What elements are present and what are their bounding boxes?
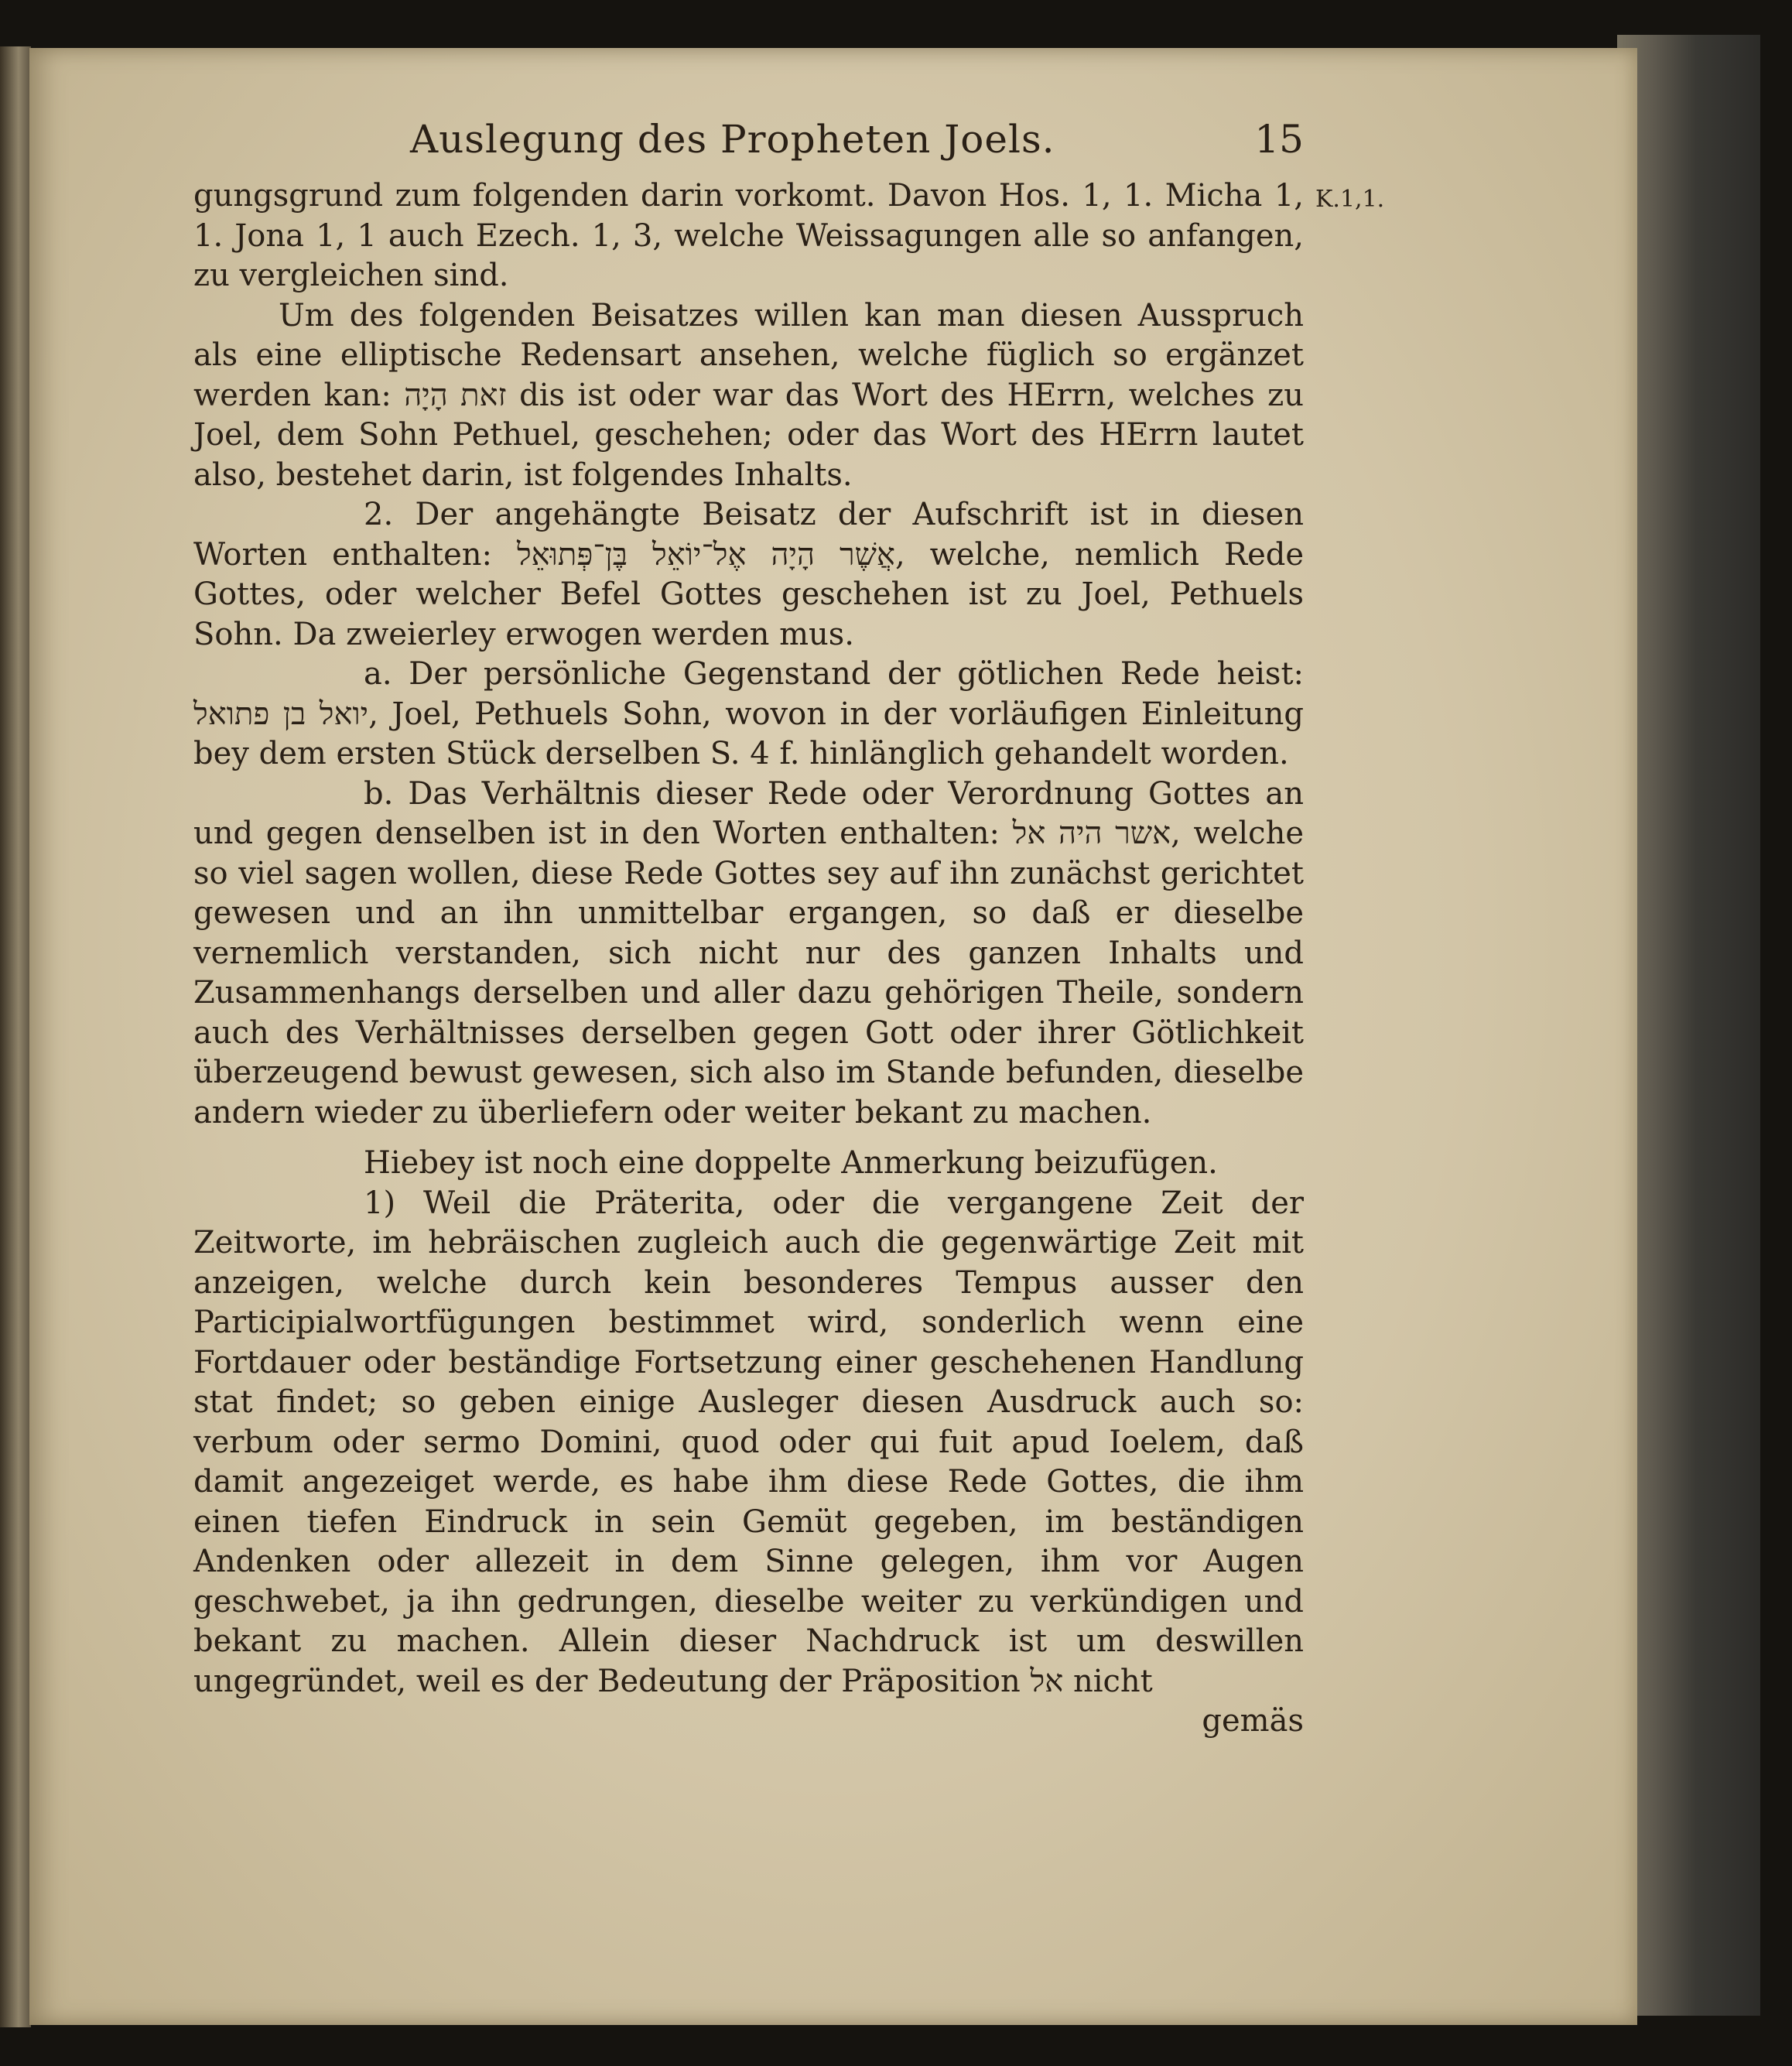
book-binding (1617, 35, 1760, 2016)
page-number: 15 (1254, 117, 1304, 162)
running-title: Auslegung des Propheten Joels. (410, 117, 1055, 162)
paragraph-6: Hiebey ist noch eine doppelte Anmerkung beizufügen. (364, 1145, 1218, 1181)
paragraph-2: Um des folgenden Beisatzes willen kan man diesen Ausspruch als eine elliptische Redensart ansehen, welche füglich so ergänzet werden kan: זאת הָיָה dis ist oder war das Wort des HErrn, welches zu Joel, dem Sohn Pethuel, geschehen; oder das Wort des HErrn lautet also, bestehet darin, ist folgendes Inhalts. (193, 297, 1304, 493)
page-header (193, 116, 1304, 162)
left-page-edge (0, 46, 31, 2027)
paragraph-1: gungsgrund zum folgenden darin vorkomt. Davon Hos. 1, 1. Micha 1, 1. Jona 1, 1 auch Ezech. 1, 3, welche Weissagungen alle so anfangen, zu vergleichen sind. (193, 178, 1304, 293)
paragraph-5: b. Das Verhältnis dieser Rede oder Verordnung Gottes an und gegen denselben ist in den Worten enthalten: אשר היה אל, welche so viel sagen wollen, diese Rede Gottes sey auf ihn zunächst gerichtet gewesen und an ihn unmittelbar ergangen, so daß er dieselbe vernemlich verstanden, sich nicht nur des ganzen Inhalts und Zusammenhangs derselben und aller dazu gehörigen Theile, sondern auch des Verhältnisses derselben gegen Gott oder ihrer Götlichkeit überzeugend bewust gewesen, sich also im Stande befunden, dieselbe andern wieder zu überliefern oder weiter bekant zu machen. (193, 775, 1305, 1130)
page-text-block (193, 116, 1304, 1742)
paragraph-4: a. Der persönliche Gegenstand der götlichen Rede heist: יואל בן פתואל, Joel, Pethuels Sohn, wovon in der vorläufigen Einleitung bey dem ersten Stück derselben S. 4 f. hinlänglich gehandelt worden. (193, 656, 1305, 771)
margin-note: K.1,1. (1315, 186, 1385, 213)
catchword: gemäs (1202, 1703, 1304, 1739)
paragraph-3: 2. Der angehängte Beisatz der Aufschrift ist in diesen Worten enthalten: אֲשֶׁר הָיָה אֶל־יוֹאֵל בֶּן־פְּתוּאֵל, welche, nemlich Rede Gottes, oder welcher Befel Gottes geschehen ist zu Joel, Pethuels Sohn. Da zweierley erwogen werden mus. (193, 497, 1305, 652)
paragraph-spacer (193, 1133, 1304, 1144)
paragraph-7: 1) Weil die Präterita, oder die vergangene Zeit der Zeitworte, im hebräischen zugleich auch die gegenwärtige Zeit mit anzeigen, welche durch kein besonderes Tempus ausser den Participialwortfügungen bestimmet wird, sonderlich wenn eine Fortdauer oder beständige Fortsetzung einer geschehenen Handlung stat findet; so geben einige Ausleger diesen Ausdruck auch so: verbum oder sermo Domini, quod oder qui fuit apud Ioelem, daß damit angezeiget werde, es habe ihm diese Rede Gottes, die ihm einen tiefen Eindruck in sein Gemüt gegeben, im beständigen Andenken oder allezeit in dem Sinne gelegen, ihm vor Augen geschwebet, ja ihn gedrungen, dieselbe weiter zu verkündigen und bekant zu machen. Allein dieser Nachdruck ist um deswillen ungegründet, weil es der Bedeutung der Präposition אל nicht (193, 1185, 1304, 1699)
